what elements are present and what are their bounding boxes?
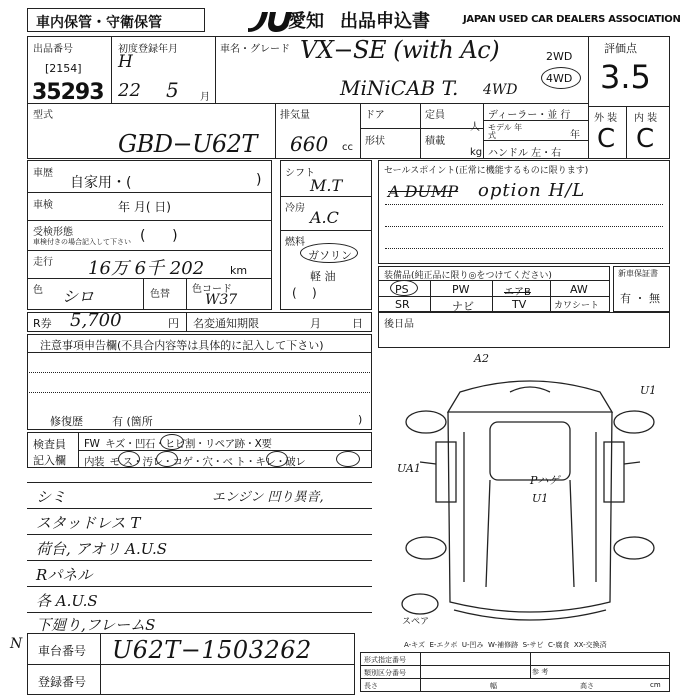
load-unit: kg [470, 147, 483, 158]
fuel-petrol: ガソリン [308, 249, 352, 262]
opt-2wd: 2WD [546, 50, 573, 63]
equip-ps-circle [390, 280, 418, 296]
reg-year: 22 [118, 80, 141, 101]
fuel-label: 燃料 [285, 237, 305, 248]
inspector-label-2: 記入欄 [33, 454, 66, 467]
car-diagram [390, 352, 670, 637]
model-grade: VX−SE (with Ac) [300, 36, 500, 64]
diagram-label-u1-mid: U1 [532, 492, 549, 505]
shift-value: M.T [310, 176, 343, 195]
inspection-label: 車検 [33, 200, 53, 211]
car-front-outline [448, 381, 612, 412]
bottom-cm: cm [650, 681, 661, 689]
bottom-table [360, 652, 670, 692]
ju-logo [244, 6, 294, 32]
bottom-r1a: 形式指定番号 [364, 656, 406, 664]
bottom-r1c: 参 考 [532, 668, 549, 676]
equip-navi: ナビ [452, 300, 474, 313]
tax-label: 名変通知期限 [193, 317, 259, 330]
notes-label: 注意事項申告欄(不具合内容等は具体的に記入して下さい) [40, 339, 324, 352]
note-1: シミ [36, 488, 67, 506]
reg-month-unit: 月 [200, 92, 210, 103]
jyuken-label: 受検形態 [33, 227, 73, 238]
note-6: 下廻り,フレームS [36, 616, 156, 634]
note-5: 各 A.U.S [36, 592, 98, 610]
load-label: 積載 [425, 136, 445, 147]
handle-label: ハンドル 左・右 [488, 148, 562, 159]
dealer-row: モデル 年式 [488, 123, 523, 140]
form-title: 出品申込書 [340, 11, 430, 32]
repair-value: 有 (箇所 [112, 415, 153, 428]
door-label: ドア [365, 110, 385, 121]
history-value: 自家用・( [70, 175, 132, 191]
repair-label: 修復歴 [50, 415, 83, 428]
bottom-r1b: 類別区分番号 [364, 669, 406, 677]
after-date-label: 後日品 [384, 319, 414, 330]
lot-bracket: [2154] [45, 62, 82, 75]
color-label: 色 [33, 285, 43, 296]
door-right [604, 442, 624, 502]
model-drive: 4WD [483, 82, 518, 98]
diagram-label-u1-top: U1 [640, 384, 657, 397]
wheel-fl [406, 411, 446, 433]
door-left [436, 442, 456, 502]
int-mark-circle-3 [266, 451, 288, 467]
mileage-unit: km [230, 264, 248, 277]
note-3: 荷台, アオリ A.U.S [36, 540, 168, 558]
type-label: 型式 [33, 110, 53, 121]
color-code-label: 色コード [192, 284, 232, 295]
sales-struck: A DUMP [388, 182, 459, 201]
mileage-value: 16万 6千 202 [88, 258, 205, 279]
note-4: Rパネル [36, 566, 93, 584]
rating-value: 3.5 [600, 58, 651, 96]
int-mark-circle-1 [118, 451, 140, 467]
association-name: JAPAN USED CAR DEALERS ASSOCIATION [463, 14, 681, 25]
brand-text: 愛知 [288, 11, 324, 32]
opt-4wd: 4WD [546, 72, 573, 85]
history-label: 車歴 [33, 168, 53, 179]
color-code-value: W37 [205, 292, 238, 308]
diagram-label-phage: Pハゲ [530, 474, 560, 487]
sales-label: セールスポイント(正常に機能するものに限ります) [384, 166, 589, 176]
diagram-label-spare: スペア [402, 617, 430, 627]
rating-label: 評価点 [604, 42, 637, 55]
inspector-label-1: 検査員 [33, 438, 66, 451]
rating-ext-label: 外 装 [594, 113, 618, 124]
rating-int: C [636, 124, 655, 154]
lot-label: 出品番号 [33, 44, 73, 55]
fuel-paren: ( ) [292, 286, 317, 300]
disp-unit: cc [342, 142, 353, 153]
fuel-diesel: 軽 油 [310, 270, 336, 283]
aircon-label: 冷房 [285, 203, 305, 214]
model-name: MiNiCAB T. [340, 76, 459, 100]
bottom-r2a: 長さ [364, 682, 378, 690]
reg-year-label: 初度登録年月 [118, 44, 178, 55]
cap-unit: 人 [470, 122, 480, 133]
jyuken-value: ( ) [140, 228, 178, 244]
warranty-label: 新車保証書 [618, 269, 658, 278]
int-mark-circle-2 [156, 451, 178, 467]
inspector-int-row: 内装 モ ス・汚レ・コゲ・穴・ベ ト・キレ・破レ [84, 456, 306, 468]
fuel-petrol-circle [300, 243, 358, 263]
dealer-label: ディーラー・並 行 [488, 110, 571, 121]
bottom-r2c: 高さ [580, 682, 594, 690]
note-2: スタッドレス T [36, 514, 141, 532]
lot-number: 35293 [32, 80, 104, 105]
spare-tire [402, 594, 438, 614]
engine-note: エンジン 凹り異音, [212, 490, 324, 505]
fw-mark-circle [160, 434, 184, 450]
storage-title-box [27, 8, 205, 32]
inspector-fw-row: FW キズ・凹石・ヒビ割・リペア跡・X要 [84, 438, 272, 450]
history-close: ) [256, 172, 262, 188]
tax-month: 月 [310, 317, 321, 330]
chassis-label: 車台番号 [38, 644, 87, 658]
rating-ext: C [597, 124, 616, 154]
disp-value: 660 [290, 132, 329, 156]
tax-day: 日 [352, 317, 363, 330]
after-date-block [378, 312, 670, 348]
wheel-fr [614, 411, 654, 433]
color-value: シロ [62, 287, 95, 306]
storage-title: 車内保管・守衛保管 [36, 15, 162, 31]
warranty-value: 有 ・ 無 [620, 292, 660, 305]
mileage-label: 走行 [33, 257, 53, 268]
diagram-label-a2: A2 [474, 352, 489, 365]
equip-aw: AW [570, 283, 588, 296]
reg-era: H [118, 52, 133, 72]
equip-airbag: エアB [504, 287, 531, 298]
equip-sr: SR [395, 298, 410, 311]
recycle-unit: 円 [168, 317, 179, 330]
chassis-prefix: N [10, 636, 23, 652]
shift-label: シフト [285, 168, 315, 179]
int-mark-circle-4 [336, 451, 360, 467]
reg-month: 5 [166, 78, 179, 102]
model-name-label: 車名・グレード [220, 44, 290, 55]
diagram-label-ua1: UA1 [397, 462, 421, 475]
color-change-label: 色替 [150, 289, 170, 300]
reg-number-label: 登録番号 [38, 675, 87, 689]
dealer-unit: 年 [570, 130, 580, 141]
inspection-value: 年 月( 日) [118, 200, 171, 214]
opt-4wd-circle [541, 67, 581, 89]
equip-tv: TV [512, 298, 527, 311]
wheel-rr [614, 537, 654, 559]
equipment-label: 装備品(純正品に限り◎をつけてください) [384, 271, 552, 281]
bottom-r2b: 幅 [490, 682, 497, 690]
chassis-value: U62T−1503262 [112, 636, 312, 664]
equip-pw: PW [452, 283, 470, 296]
jyuken-sub: 車検付きの場合記入して下さい [33, 238, 131, 246]
equip-leather: カワシート [554, 301, 600, 311]
disp-label: 排気量 [280, 110, 310, 121]
aircon-value: A.C [310, 208, 339, 227]
equip-ps: PS [395, 283, 409, 296]
recycle-label: R券 [33, 317, 52, 330]
type-value: GBD−U62T [118, 130, 257, 158]
recycle-value: 5,700 [70, 310, 122, 331]
diagram-legend: A-キズ E-エクボ U-凹み W-補修跡 S-サビ C-腐食 XX-交換済 [404, 641, 607, 649]
rating-int-label: 内 装 [634, 113, 658, 124]
shape-label: 形状 [365, 136, 385, 147]
sales-text: option H/L [478, 180, 586, 201]
wheel-rl [406, 537, 446, 559]
cap-label: 定員 [425, 110, 445, 121]
repair-close: ) [358, 413, 363, 426]
